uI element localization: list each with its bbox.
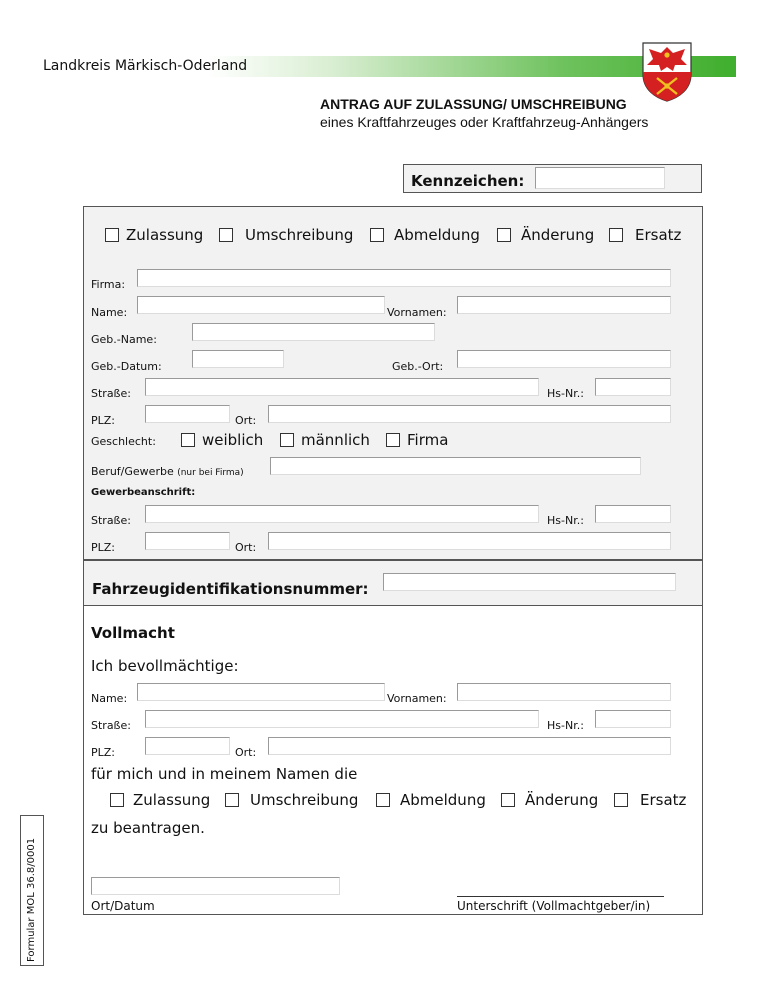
gewerbe-ort-field[interactable] bbox=[268, 532, 671, 550]
v-checkbox-ersatz[interactable] bbox=[614, 793, 628, 807]
coat-of-arms-icon bbox=[640, 40, 694, 102]
checkbox-zulassung[interactable] bbox=[105, 228, 119, 242]
label-umschreibung: Umschreibung bbox=[245, 226, 354, 244]
v-vornamen-field[interactable] bbox=[457, 683, 671, 701]
gewerbeanschrift-heading: Gewerbeanschrift: bbox=[91, 487, 196, 498]
checkbox-ersatz[interactable] bbox=[609, 228, 623, 242]
ort-datum-field[interactable] bbox=[91, 877, 340, 895]
v-checkbox-umschreibung[interactable] bbox=[225, 793, 239, 807]
label-abmeldung: Abmeldung bbox=[394, 226, 480, 244]
label-beruf bbox=[91, 465, 244, 478]
label-v-name: Name: bbox=[91, 692, 128, 705]
form-subtitle: eines Kraftfahrzeuges oder Kraftfahrzeug-Anhängers bbox=[320, 114, 649, 130]
beruf-field[interactable] bbox=[270, 457, 641, 475]
v-label-abmeldung: Abmeldung bbox=[400, 791, 486, 809]
kennzeichen-box bbox=[403, 164, 702, 193]
vollmacht-for-me: für mich und in meinem Namen die bbox=[91, 765, 358, 783]
vollmacht-section bbox=[83, 605, 703, 915]
vornamen-field[interactable] bbox=[457, 296, 671, 314]
label-gewerbe-plz: PLZ: bbox=[91, 541, 116, 554]
v-ort-field[interactable] bbox=[268, 737, 671, 755]
label-v-plz: PLZ: bbox=[91, 746, 116, 759]
label-geb-name: Geb.-Name: bbox=[91, 333, 157, 346]
firma-field[interactable] bbox=[137, 269, 671, 287]
gewerbe-hs-nr-field[interactable] bbox=[595, 505, 671, 523]
fin-label: Fahrzeugidentifikationsnummer: bbox=[92, 580, 369, 598]
v-hs-nr-field[interactable] bbox=[595, 710, 671, 728]
label-plz: PLZ: bbox=[91, 414, 116, 427]
form-code: Formular MOL 36.8/0001 bbox=[26, 837, 37, 962]
label-v-strasse: Straße: bbox=[91, 719, 131, 732]
v-strasse-field[interactable] bbox=[145, 710, 539, 728]
label-aenderung: Änderung bbox=[521, 226, 595, 244]
label-v-ort: Ort: bbox=[235, 746, 257, 759]
label-firma: Firma: bbox=[91, 278, 126, 291]
v-name-field[interactable] bbox=[137, 683, 385, 701]
form-code-box bbox=[20, 815, 44, 966]
plz-field[interactable] bbox=[145, 405, 230, 423]
label-v-vornamen: Vornamen: bbox=[387, 692, 447, 705]
label-firma-option: Firma bbox=[407, 431, 449, 449]
label-gewerbe-hs-nr: Hs-Nr.: bbox=[547, 514, 584, 527]
label-signature: Unterschrift (Vollmachtgeber/in) bbox=[457, 899, 651, 913]
geb-datum-field[interactable] bbox=[192, 350, 284, 368]
label-geschlecht: Geschlecht: bbox=[91, 435, 156, 448]
checkbox-weiblich[interactable] bbox=[181, 433, 195, 447]
checkbox-abmeldung[interactable] bbox=[370, 228, 384, 242]
vollmacht-intro: Ich bevollmächtige: bbox=[91, 657, 239, 675]
geb-ort-field[interactable] bbox=[457, 350, 671, 368]
label-name: Name: bbox=[91, 306, 128, 319]
fin-field[interactable] bbox=[383, 573, 676, 591]
v-checkbox-abmeldung[interactable] bbox=[376, 793, 390, 807]
label-vornamen: Vornamen: bbox=[387, 306, 447, 319]
checkbox-aenderung[interactable] bbox=[497, 228, 511, 242]
vollmacht-closing: zu beantragen. bbox=[91, 819, 205, 837]
v-checkbox-aenderung[interactable] bbox=[501, 793, 515, 807]
v-label-zulassung: Zulassung bbox=[133, 791, 211, 809]
label-weiblich: weiblich bbox=[202, 431, 264, 449]
label-v-hs-nr: Hs-Nr.: bbox=[547, 719, 584, 732]
fin-section bbox=[83, 560, 703, 606]
hs-nr-field[interactable] bbox=[595, 378, 671, 396]
name-field[interactable] bbox=[137, 296, 385, 314]
kennzeichen-field[interactable] bbox=[535, 167, 665, 189]
label-ersatz: Ersatz bbox=[635, 226, 682, 244]
label-gewerbe-ort: Ort: bbox=[235, 541, 257, 554]
checkbox-umschreibung[interactable] bbox=[219, 228, 233, 242]
label-beruf-note: (nur bei Firma) bbox=[177, 468, 244, 478]
checkbox-maennlich[interactable] bbox=[280, 433, 294, 447]
v-plz-field[interactable] bbox=[145, 737, 230, 755]
label-gewerbe-strasse: Straße: bbox=[91, 514, 131, 527]
label-maennlich: männlich bbox=[301, 431, 370, 449]
label-strasse: Straße: bbox=[91, 387, 131, 400]
label-geb-ort: Geb.-Ort: bbox=[392, 360, 444, 373]
district-name: Landkreis Märkisch-Oderland bbox=[43, 58, 248, 74]
label-geb-datum: Geb.-Datum: bbox=[91, 360, 162, 373]
v-label-umschreibung: Umschreibung bbox=[250, 791, 359, 809]
form-title: ANTRAG AUF ZULASSUNG/ UMSCHREIBUNG bbox=[320, 96, 627, 112]
v-checkbox-zulassung[interactable] bbox=[110, 793, 124, 807]
vollmacht-heading: Vollmacht bbox=[91, 624, 175, 642]
kennzeichen-label: Kennzeichen: bbox=[411, 172, 525, 190]
v-label-aenderung: Änderung bbox=[525, 791, 599, 809]
gewerbe-strasse-field[interactable] bbox=[145, 505, 539, 523]
label-ort: Ort: bbox=[235, 414, 257, 427]
checkbox-firma[interactable] bbox=[386, 433, 400, 447]
label-beruf-main: Beruf/Gewerbe bbox=[91, 465, 174, 478]
label-hs-nr: Hs-Nr.: bbox=[547, 387, 584, 400]
v-label-ersatz: Ersatz bbox=[640, 791, 687, 809]
gewerbe-plz-field[interactable] bbox=[145, 532, 230, 550]
ort-field[interactable] bbox=[268, 405, 671, 423]
label-ort-datum: Ort/Datum bbox=[91, 899, 155, 913]
geb-name-field[interactable] bbox=[192, 323, 435, 341]
strasse-field[interactable] bbox=[145, 378, 539, 396]
label-zulassung: Zulassung bbox=[126, 226, 204, 244]
signature-line bbox=[457, 896, 664, 897]
